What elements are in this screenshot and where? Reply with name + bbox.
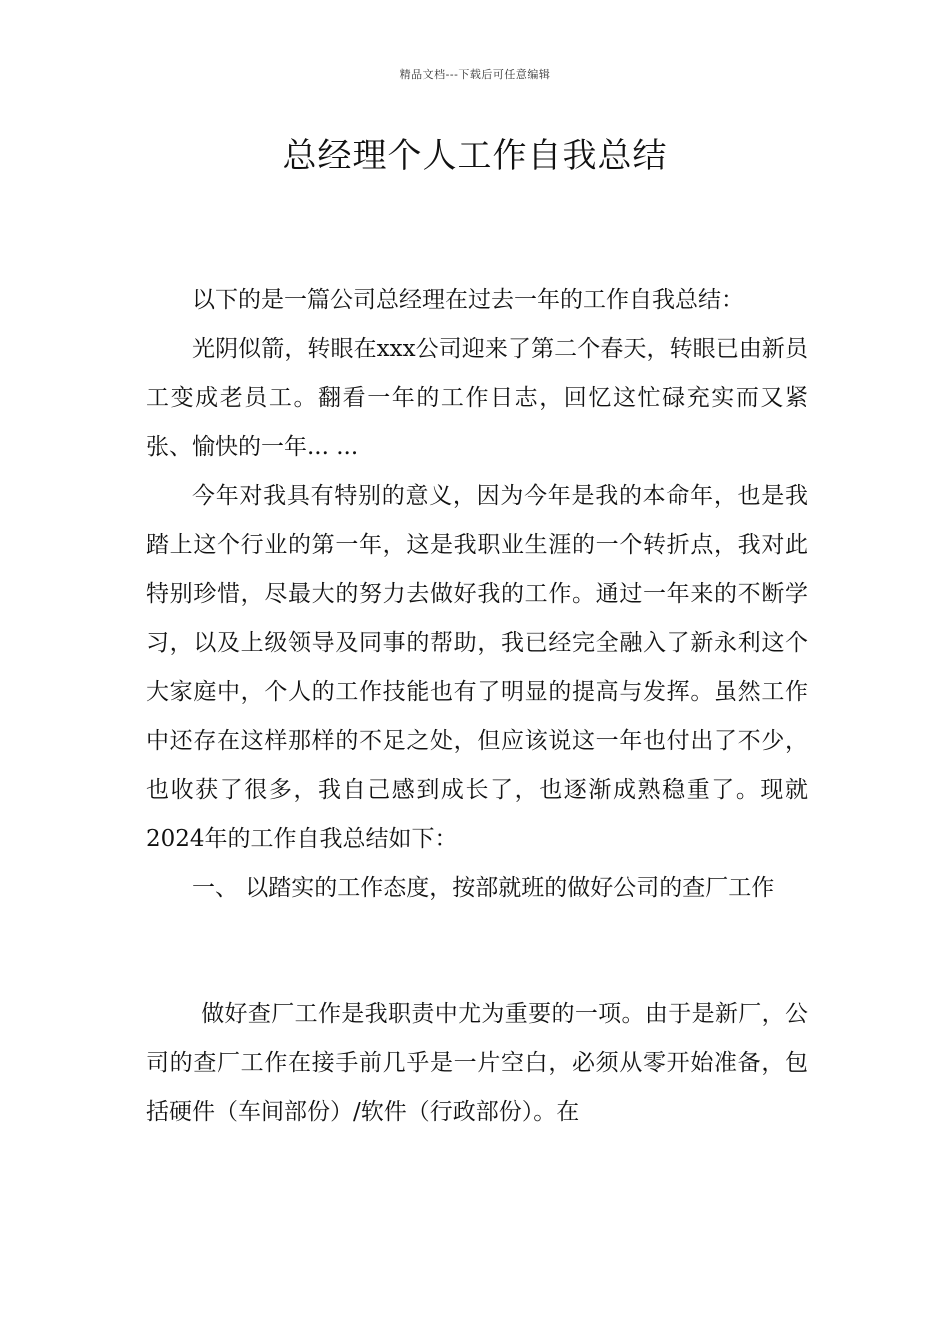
page-title: 总经理个人工作自我总结 — [282, 136, 668, 176]
section-paragraph-1: 做好查厂工作是我职责中尤为重要的一项。由于是新厂，公司的查厂工作在接手前几乎是一片空白，必须从零开始准备，包括硬件（车间部份）/软件（行政部份）。在 — [146, 1001, 808, 1125]
document-body — [146, 276, 808, 1137]
intro-paragraph: 以下的是一篇公司总经理在过去一年的工作自我总结： — [192, 287, 744, 313]
paragraph-2: 今年对我具有特别的意义，因为今年是我的本命年，也是我踏上这个行业的第一年，这是我职业生涯的一个转折点，我对此特别珍惜，尽最大的努力去做好我的工作。通过一年来的不断学习，以及上级领导及同事的帮助，我已经完全融入了新永利这个大家庭中，个人的工作技能也有了明显的提高与发挥。虽然工作中还存在这样那样的不足之处，但应该说这一年也付出了不少，也收获了很多，我自己感到成长了，也逐渐成熟稳重了。现就2024年的工作自我总结如下： — [146, 483, 808, 852]
paragraph-spacer — [146, 913, 808, 962]
header-note: 精品文档---下载后可任意编辑 — [399, 68, 551, 81]
section-heading-1: 一、 以踏实的工作态度，按部就班的做好公司的查厂工作 — [192, 875, 775, 901]
paragraph-1: 光阴似箭，转眼在xxx公司迎来了第二个春天，转眼已由新员工变成老员工。翻看一年的工作日志，回忆这忙碌充实而又紧张、愉快的一年... ... — [146, 336, 808, 460]
